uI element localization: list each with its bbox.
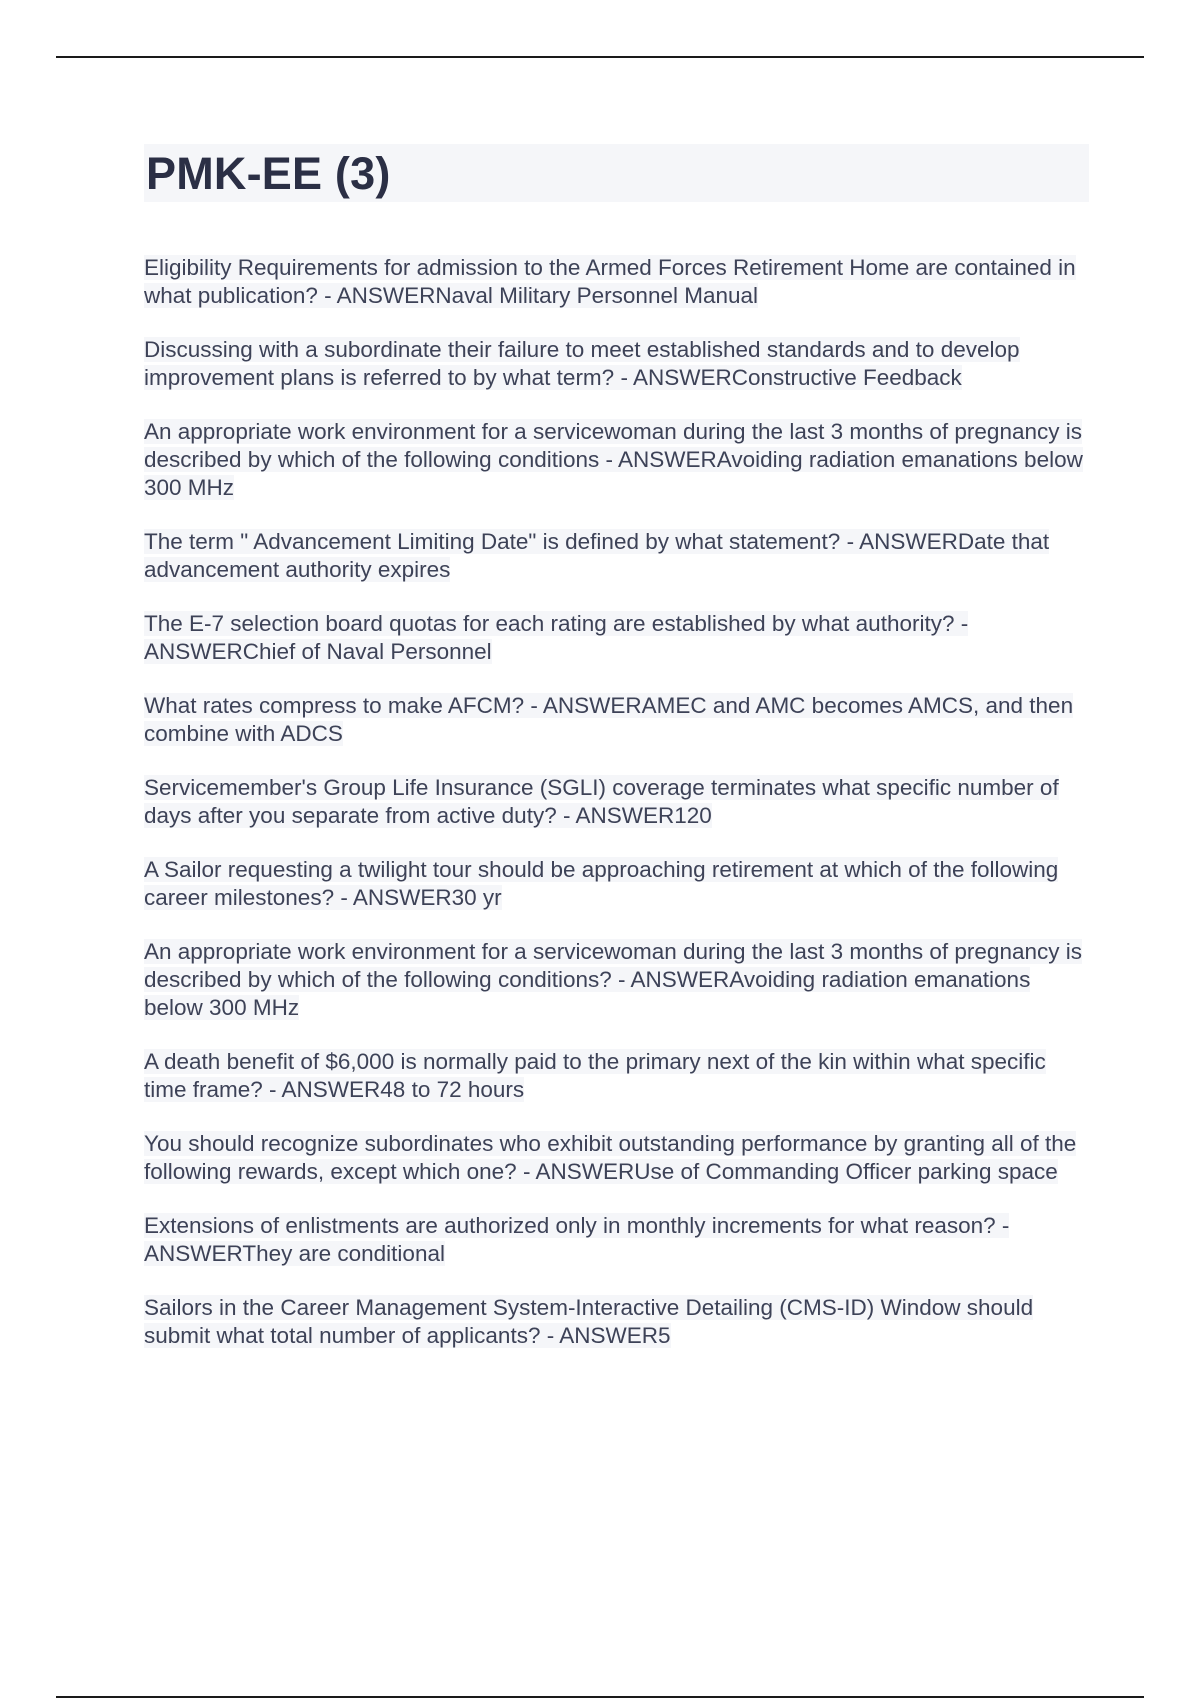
qa-text: You should recognize subordinates who exhibit outstanding performance by granting all of the following rewards, except which one? - ANSWERUse of Commanding Officer parking space — [144, 1131, 1077, 1184]
footer-rule — [56, 1696, 1144, 1698]
qa-text: Eligibility Requirements for admission to the Armed Forces Retirement Home are contained in what publication? - ANSWERNaval Military Personnel Manual — [144, 255, 1076, 308]
qa-item — [144, 336, 1089, 392]
title-band — [144, 144, 1089, 202]
qa-item — [144, 1212, 1089, 1268]
qa-item — [144, 1130, 1089, 1186]
qa-item — [144, 254, 1089, 310]
qa-text: An appropriate work environment for a servicewoman during the last 3 months of pregnancy is described by which of the following conditions? - ANSWERAvoiding radiation emanations below 300 MHz — [144, 939, 1082, 1020]
page-title: PMK-EE (3) — [146, 147, 391, 199]
qa-item — [144, 938, 1089, 1022]
document-body — [144, 144, 1089, 1376]
qa-text: Discussing with a subordinate their failure to meet established standards and to develop improvement plans is referred to by what term? - ANSWERConstructive Feedback — [144, 337, 1020, 390]
qa-item — [144, 692, 1089, 748]
qa-item — [144, 418, 1089, 502]
qa-item — [144, 610, 1089, 666]
qa-text: The term " Advancement Limiting Date" is defined by what statement? - ANSWERDate that advancement authority expires — [144, 529, 1050, 582]
qa-text: What rates compress to make AFCM? - ANSWERAMEC and AMC becomes AMCS, and then combine with ADCS — [144, 693, 1074, 746]
qa-text: Extensions of enlistments are authorized only in monthly increments for what reason? - ANSWERThey are conditional — [144, 1213, 1010, 1266]
qa-item — [144, 774, 1089, 830]
qa-item — [144, 1048, 1089, 1104]
qa-text: The E-7 selection board quotas for each rating are established by what authority? - ANSWERChief of Naval Personnel — [144, 611, 969, 664]
qa-item — [144, 856, 1089, 912]
qa-item — [144, 528, 1089, 584]
qa-text: Sailors in the Career Management System-Interactive Detailing (CMS-ID) Window should submit what total number of applicants? - ANSWER5 — [144, 1295, 1034, 1348]
qa-text: Servicemember's Group Life Insurance (SGLI) coverage terminates what specific number of days after you separate from active duty? - ANSWER120 — [144, 775, 1059, 828]
qa-text: A Sailor requesting a twilight tour should be approaching retirement at which of the following career milestones? - ANSWER30 yr — [144, 857, 1059, 910]
qa-list — [144, 254, 1089, 1350]
qa-text: An appropriate work environment for a servicewoman during the last 3 months of pregnancy is described by which of the following conditions - ANSWERAvoiding radiation emanations below 300 MHz — [144, 419, 1083, 500]
qa-item — [144, 1294, 1089, 1350]
header-rule — [56, 56, 1144, 58]
qa-text: A death benefit of $6,000 is normally paid to the primary next of the kin within what specific time frame? - ANSWER48 to 72 hours — [144, 1049, 1046, 1102]
